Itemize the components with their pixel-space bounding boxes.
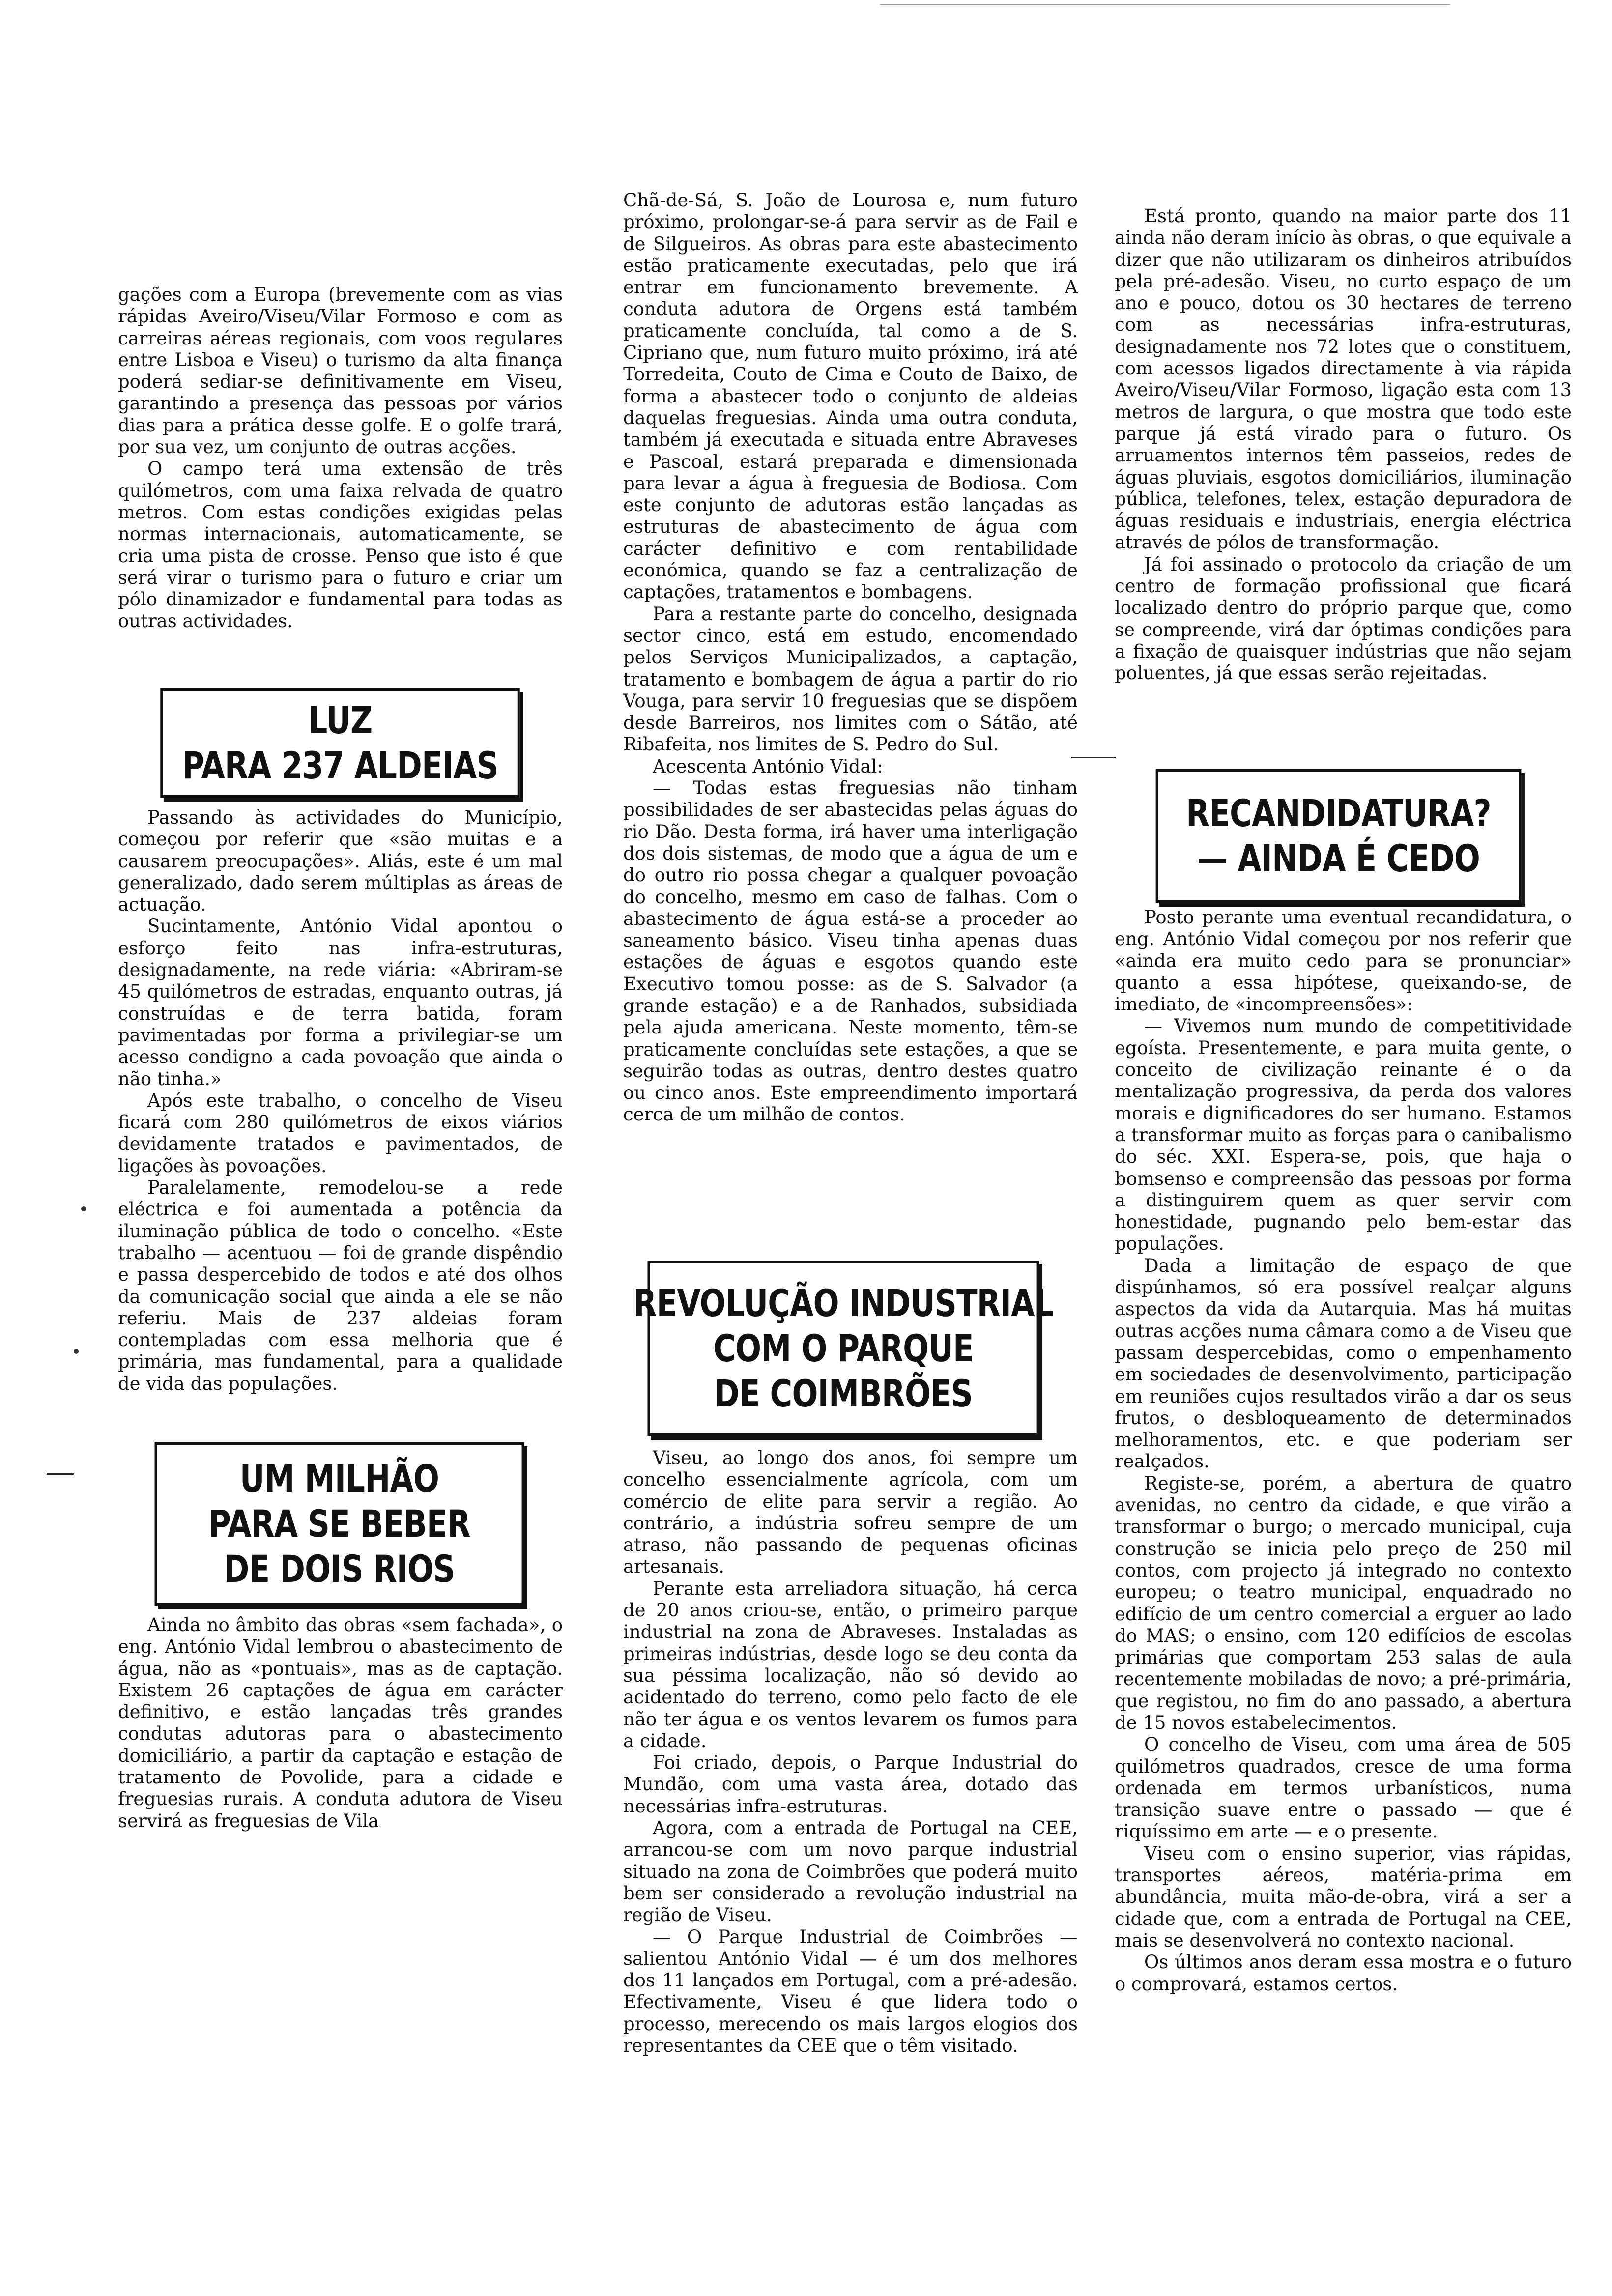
paragraph: Viseu, ao longo dos anos, foi sempre um concelho essencialmente agrícola, com um comércio de elite para servir a região. Ao contrário, a indústria sofreu sempre de um atraso, não passando de pequenas oficinas artesanais. [623,1447,1078,1578]
headline-line: RECANDIDATURA? [1186,791,1491,835]
paragraph: Paralelamente, remodelou-se a rede eléctrica e foi aumentada a potência da iluminação pública de todo o concelho. «Este trabalho — acentuou — foi de grande dispêndio e passa despercebido de todos e até dos olhos da comunicação social que ainda a ele se não referiu. Mais de 237 aldeias foram contempladas com essa melhoria que é primária, mas fundamental, para a qualidade de vida das populações. [118,1177,563,1394]
paragraph: Já foi assinado o protocolo da criação de um centro de formação profissional que ficará localizado dentro do próprio parque que, como se compreende, virá dar óptimas condições para a fixação de quaisquer indústrias que não sejam poluentes, já que essas serão rejeitadas. [1115,553,1572,684]
margin-mark [47,1473,74,1475]
paragraph: — Vivemos num mundo de competitividade egoísta. Presentemente, e para muita gente, o conceito de civilização reinante é o da mentalização progressiva, da perda dos valores morais e dignificadores do ser humano. Estamos a transformar muito as forças para o canibalismo do séc. XXI. Espera-se, pois, que haja o bomsenso e compreensão das pessoas por forma a distinguirem quem as quer servir com honestidade, pugnando pelo bem-estar das populações. [1115,1015,1572,1255]
headline-revolucao-industrial [633,1261,1054,1436]
headline-line: DE COIMBRÕES [714,1371,973,1415]
headline-line: — AINDA É CEDO [1197,836,1480,880]
paragraph: Foi criado, depois, o Parque Industrial do Mundão, com uma vasta área, dotado das necessárias infra-estruturas. [623,1752,1078,1817]
headline-line: PARA 237 ALDEIAS [182,744,498,787]
paragraph: O campo terá uma extensão de três quilómetros, com uma faixa relvada de quatro metros. Com estas condições exigidas pelas normas internacionais, automaticamente, se cria uma pista de crosse. Penso que isto é que será virar o turismo para o futuro e criar um pólo dinamizador e fundamental para todas as outras actividades. [118,458,563,632]
column-1-middle [118,807,563,1434]
paragraph: Dada a limitação de espaço de que dispúnhamos, só era possível realçar alguns aspectos da vida da Autarquia. Mas há muitas outras acções numa câmara como a de Viseu que passam despercebidas, como o empenhamento em sociedades de desenvolvimento, participação em reuniões cujos resultados virão a dar os seus frutos, o desbloqueamento de determinados melhoramentos, etc. e que poderiam ser realçados. [1115,1255,1572,1472]
paragraph: Após este trabalho, o concelho de Viseu ficará com 280 quilómetros de eixos viários devidamente tratados e pavimentados, de ligações às povoações. [118,1090,563,1177]
paragraph: O concelho de Viseu, com uma área de 505 quilómetros quadrados, cresce de uma forma ordenada em termos urbanísticos, numa transição suave entre o passado — que é riquíssimo em arte — e o presente. [1115,1734,1572,1842]
paragraph: Sucintamente, António Vidal apontou o esforço feito nas infra-estruturas, designadamente, na rede viária: «Abriram-se 45 quilómetros de estradas, enquanto outras, já construídas e de terra batida, foram pavimentadas por forma a privilegiar-se um acesso condigno a cada povoação que ainda o não tinha.» [118,916,563,1090]
paragraph: Perante esta arreliadora situação, há cerca de 20 anos criou-se, então, o primeiro parque industrial na zona de Abraveses. Instaladas as primeiras indústrias, desde logo se deu conta da sua péssima localização, não só devido ao acidentado do terreno, como pelo facto de ele não ter água e os ventos levarem os fumos para a cidade. [623,1578,1078,1751]
paragraph: gações com a Europa (brevemente com as vias rápidas Aveiro/Viseu/Vilar Formoso e com as carreiras aéreas regionais, com voos regulares entre Lisboa e Viseu) o turismo da alta finança poderá sediar-se definitivamente em Viseu, garantindo a presença das pessoas por vários dias para a prática desse golfe. E o golfe trará, por sua vez, um conjunto de outras acções. [118,284,563,458]
paragraph: Os últimos anos deram essa mostra e o futuro o comprovará, estamos certos. [1115,1952,1572,1995]
column-3-top [1115,205,1572,756]
headline-line: REVOLUÇÃO INDUSTRIAL [633,1281,1054,1325]
paragraph: — O Parque Industrial de Coimbrões — salientou António Vidal — é um dos melhores dos 11 lançados em Portugal, com a pré-adesão. Efectivamente, Viseu é que lidera todo o processo, merecendo os mais largos elogios dos representantes da CEE que o têm visitado. [623,1926,1078,2057]
column-1-bottom [118,1614,563,1840]
column-2-top [623,190,1078,1256]
paragraph: Para a restante parte do concelho, designada sector cinco, está em estudo, encomendado pelos Serviços Municipalizados, a captação, tratamento e bombagem de água a partir do rio Vouga, para servir 10 freguesias que se dispõem desde Barreiros, nos limites com o Sátão, até Ribafeita, nos limites de S. Pedro do Sul. [623,603,1078,755]
paragraph: Agora, com a entrada de Portugal na CEE, arrancou-se com um novo parque industrial situado na zona de Coimbrões que poderá muito bem ser considerado a revolução industrial na região de Viseu. [623,1817,1078,1926]
column-3-bottom [1115,907,1572,2096]
paragraph: Acescenta António Vidal: [653,755,883,777]
paragraph: Viseu com o ensino superior, vias rápidas, transportes aéreos, matéria-prima em abundância, muita mão-de-obra, virá a ser a cidade que, com a entrada de Portugal na CEE, mais se desenvolverá no contexto nacional. [1115,1842,1572,1951]
headline-line: UM MILHÃO [239,1457,439,1500]
paragraph: Está pronto, quando na maior parte dos 11 ainda não deram início às obras, o que equivale a dizer que não utilizaram os dinheiros atribuídos pela pré-adesão. Viseu, no curto espaço de um ano e pouco, dotou os 30 hectares de terreno com as necessárias infra-estruturas, designadamente nos 72 lotes que o constituem, com acessos ligados directamente à via rápida Aveiro/Viseu/Vilar Formoso, ligação esta com 13 metros de largura, o que mostra que todo este parque já está virado para o futuro. Os arruamentos internos têm passeios, redes de águas pluviais, esgotos domiciliários, iluminação pública, telefones, telex, estação depuradora de águas residuais e industriais, energia eléctrica através de pólos de transformação. [1115,205,1572,553]
paragraph: Chã-de-Sá, S. João de Lourosa e, num futuro próximo, prolongar-se-á para servir as de Fail e de Silgueiros. As obras para este abastecimento estão praticamente executadas, pelo que irá entrar em funcionamento brevemente. A conduta adutora de Orgens está também praticamente concluída, tal como a de S. Cipriano que, num futuro muito próximo, irá até Torredeita, Couto de Cima e Couto de Baixo, de forma a abastecer todo o conjunto de aldeias daquelas freguesias. Ainda uma outra conduta, também já executada e situada entre Abraveses e Pascoal, estará preparada e dimensionada para levar a água à freguesia de Bodiosa. Com este conjunto de adutoras estão lançadas as estruturas de abastecimento de água com carácter definitivo e com rentabilidade económica, quando se faz a centralização de captações, tratamentos e bombagens. [623,190,1078,603]
paragraph: Passando às actividades do Município, começou por referir que «são muitas e a causarem preocupações». Aliás, este é um mal generalizado, dado serem múltiplas as áreas de actuação. [118,807,563,916]
paragraph: Ainda no âmbito das obras «sem fachada», o eng. António Vidal lembrou o abastecimento de água, não as «pontuais», mas as de captação. Existem 26 captações de água em carácter definitivo, e estão lançadas três grandes condutas adutoras para o abastecimento domiciliário, a partir da captação e estação de tratamento de Povolide, para a cidade e freguesias rurais. A conduta adutora de Viseu servirá as freguesias de Vila [118,1614,563,1832]
headline-line: LUZ [308,698,373,742]
paragraph: — Todas estas freguesias não tinham possibilidades de ser abastecidas pelas águas do rio Dão. Desta forma, irá haver uma interligação dos dois sistemas, de modo que a água de um e do outro rio possa chegar a qualquer povoação do concelho, mesmo em caso de falhas. Com o abastecimento de água está-se a proceder ao saneamento básico. Viseu tinha apenas duas estações de águas e esgotos quando este Executivo tomou posse: as de S. Salvador (a grande estação) e a de Ranhados, subsidiada pela ajuda americana. Neste momento, têm-se praticamente concluídas sete estações, a que se seguirão todas as outras, dentro destes quatro ou cinco anos. Este empreendimento importará cerca de um milhão de contos. [623,777,1078,1125]
column-2-bottom [623,1447,1078,2096]
headline-line: PARA SE BEBER [208,1502,470,1546]
headline-line: DE DOIS RIOS [224,1547,455,1591]
scan-speck [74,1349,79,1354]
column-rule [1071,757,1116,758]
headline-um-milhao-para-se-beber [155,1442,524,1606]
paragraph: Registe-se, porém, a abertura de quatro avenidas, no centro da cidade, e que virão a transformar o burgo; o mercado municipal, cuja construção se inicia pelo preço de 250 mil contos, com projecto já integrado no contexto europeu; o teatro municipal, enquadrado no edifício de um centro comercial a erguer ao lado do MAS; o ensino, com 120 edifícios de escolas primárias que comportam 253 salas de aula recentemente mobiladas de novo; a pré-primária, que registou, no fim do ano passado, a abertura de 15 novos estabelecimentos. [1115,1472,1572,1733]
headline-luz-para-237-aldeias [160,688,519,798]
scan-speck [81,1206,86,1211]
headline-recandidatura [1156,769,1522,903]
paragraph: Posto perante uma eventual recandidatura, o eng. António Vidal começou por nos referir que «ainda era muito cedo para se pronunciar» quanto a essa hipótese, queixando-se, de imediato, de «incompreensões»: [1115,907,1572,1015]
headline-line: COM O PARQUE [713,1326,974,1370]
scan-edge-line [880,4,1450,5]
column-1-top [118,284,563,672]
